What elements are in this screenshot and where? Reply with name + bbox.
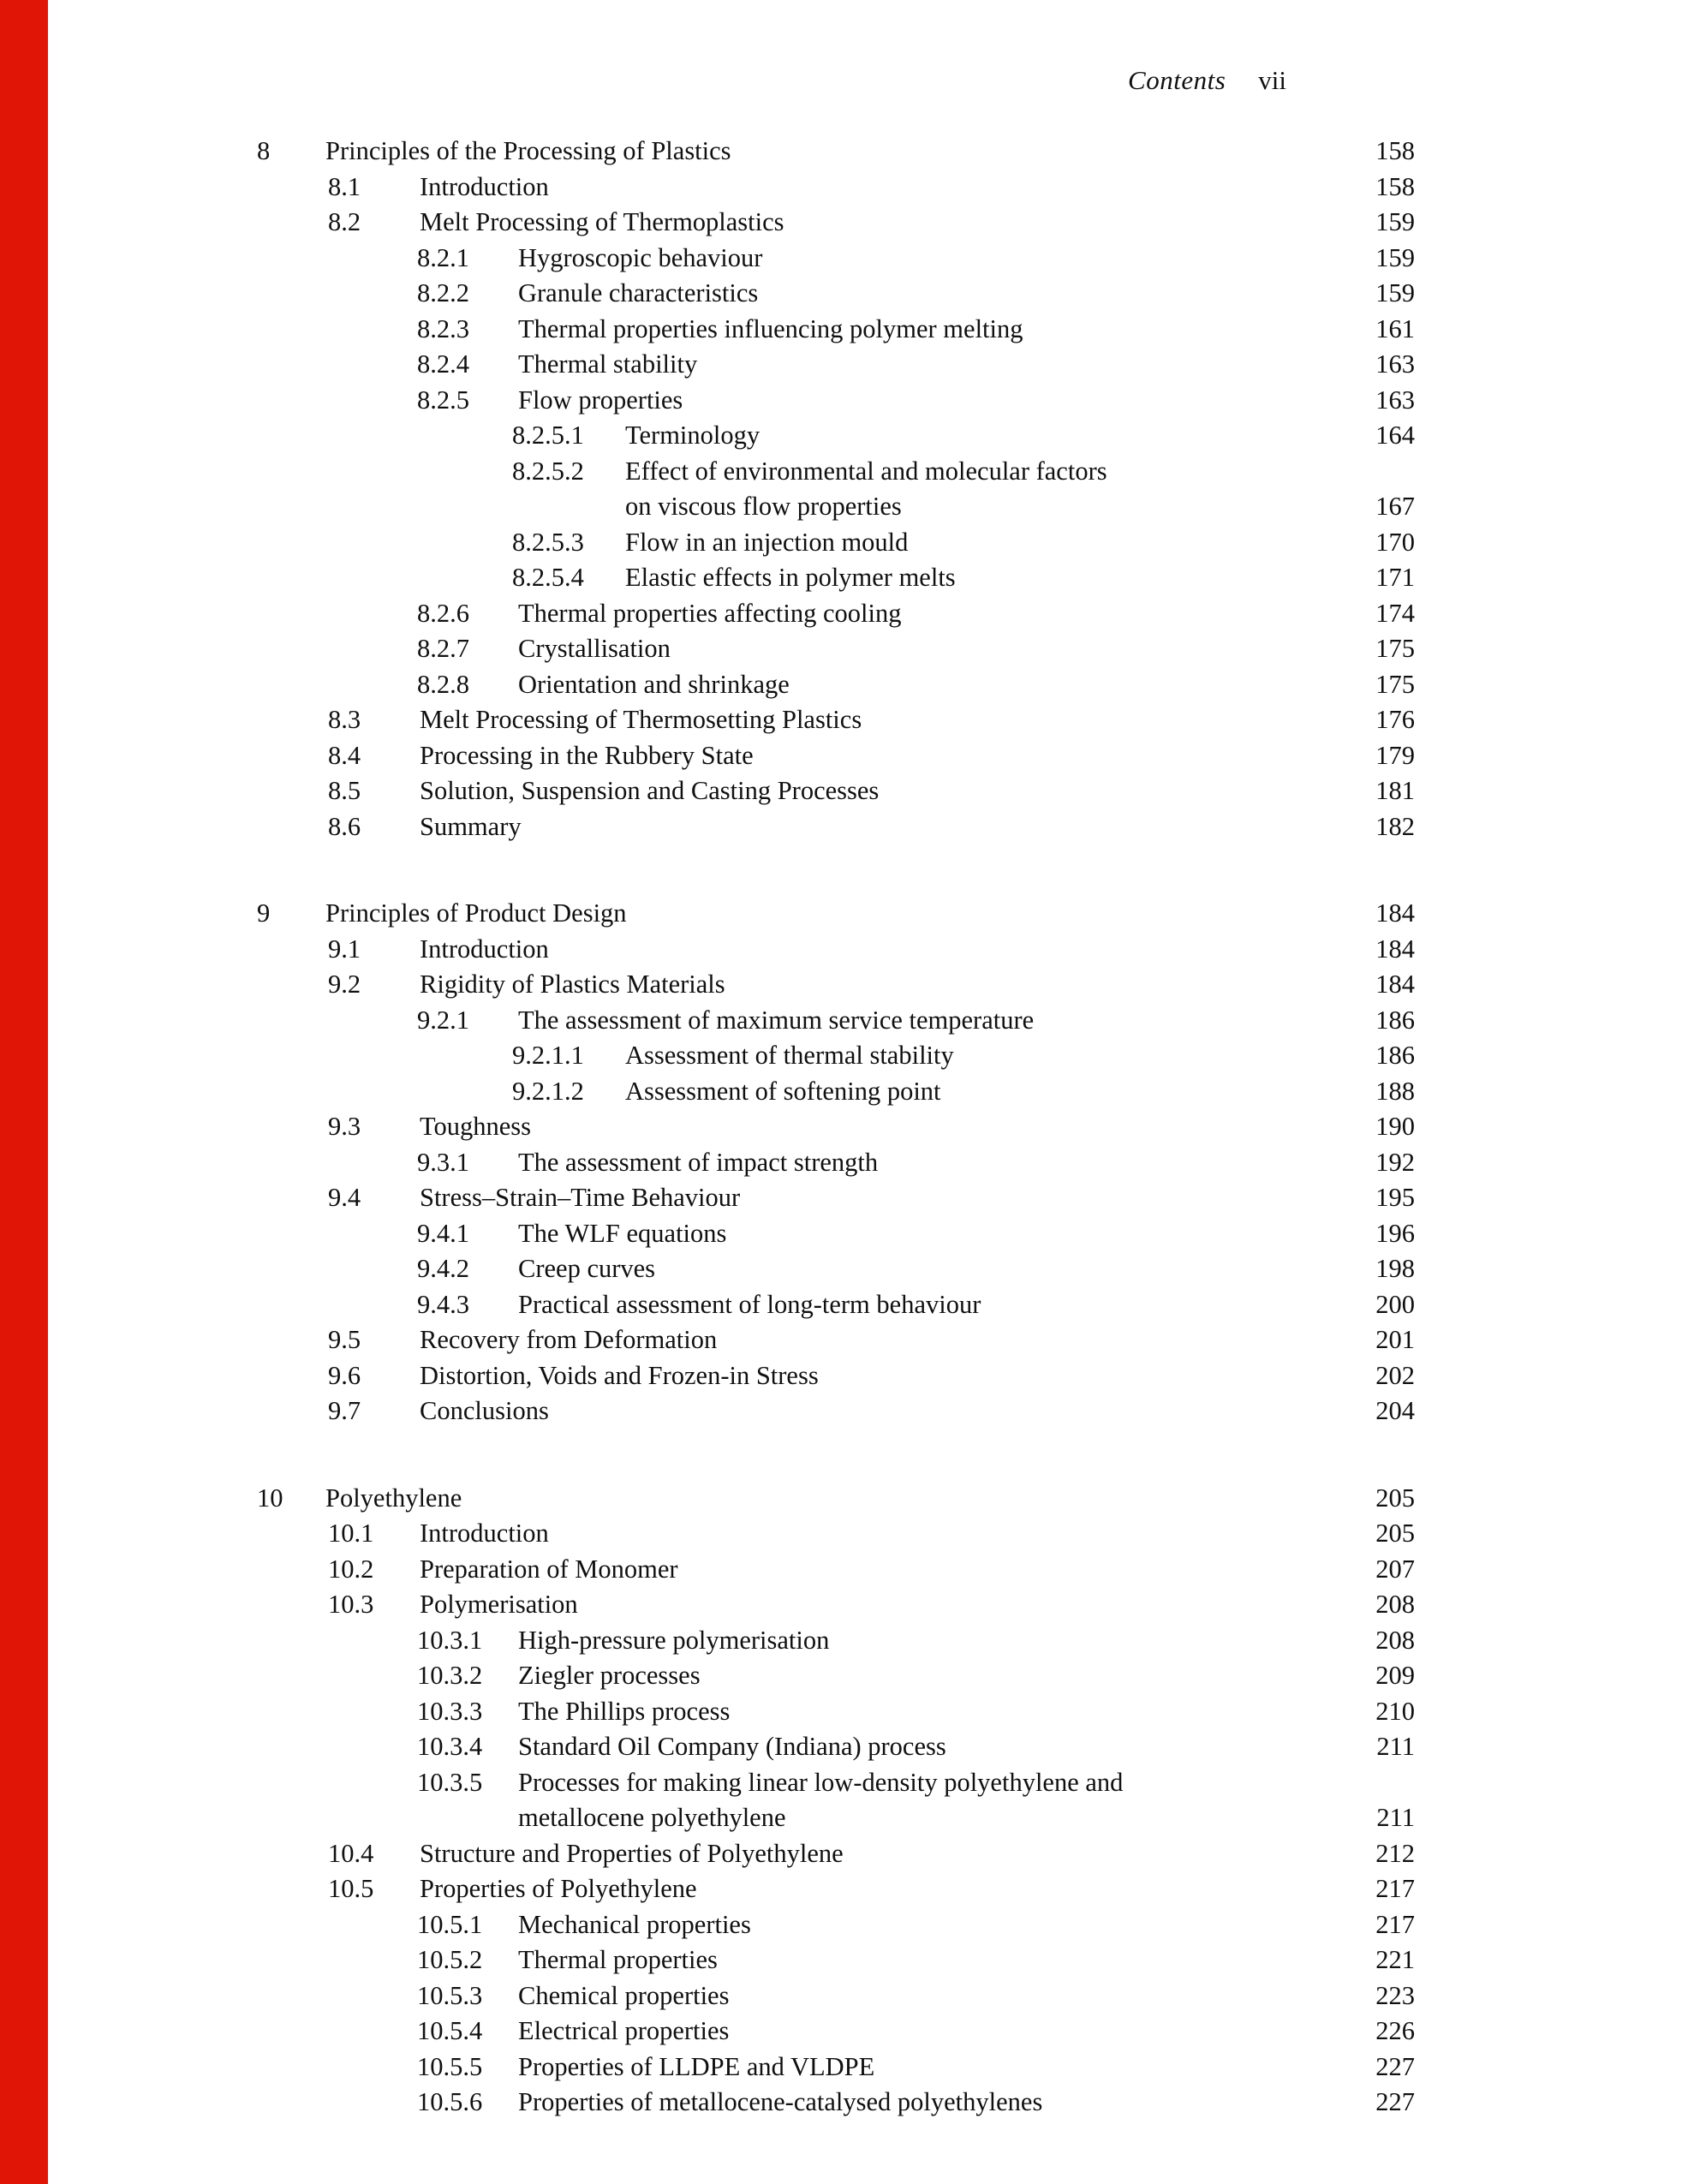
toc-entry-row (0, 454, 1415, 525)
entry-title-line: Structure and Properties of Polyethylene (420, 1838, 844, 1868)
entry-number: 10.3.3 (417, 1696, 483, 1726)
entry-title-line: Stress–Strain–Time Behaviour (420, 1183, 741, 1212)
toc-chapter-row (0, 896, 1415, 932)
entry-title-line: Chemical properties (518, 1980, 730, 2010)
entry-title-block (518, 276, 758, 312)
toc-entry-row (0, 1216, 1415, 1252)
entry-title-line: Properties of LLDPE and VLDPE (518, 2051, 875, 2081)
entry-title-line: on viscous flow properties (625, 492, 902, 521)
entry-title-block (420, 1516, 549, 1552)
entry-number: 10.3.2 (417, 1661, 483, 1690)
entry-number: 8.4 (328, 740, 361, 770)
entry-title-line: Effect of environmental and molecular factors (625, 456, 1107, 486)
entry-number: 9.2.1.1 (512, 1041, 584, 1070)
entry-title-line: Polymerisation (420, 1590, 578, 1619)
entry-page-number: 161 (1375, 313, 1415, 343)
chapter-page-number: 184 (1375, 898, 1415, 928)
entry-number: 8.2.7 (417, 634, 469, 663)
entry-title-line: The assessment of impact strength (518, 1147, 879, 1177)
entry-title-line: Flow properties (518, 385, 683, 415)
entry-number: 10.1 (328, 1519, 374, 1548)
entry-title-line: Elastic effects in polymer melts (625, 563, 956, 592)
entry-title-line: Crystallisation (518, 634, 671, 663)
entry-title-line: Electrical properties (518, 2016, 730, 2045)
entry-title-line: Summary (420, 811, 522, 841)
toc-entry-row (0, 1322, 1415, 1358)
entry-number: 8.3 (328, 705, 361, 734)
toc-entry-row (0, 205, 1415, 241)
entry-title-block (518, 1145, 878, 1181)
entry-title-block (518, 596, 901, 632)
toc-entry-row (0, 1251, 1415, 1287)
chapter-title-block (325, 1481, 462, 1517)
entry-title-line: Thermal properties affecting cooling (518, 598, 902, 628)
toc-entry-row (0, 1516, 1415, 1552)
entry-title-line: Distortion, Voids and Frozen-in Stress (420, 1360, 819, 1390)
toc-entry-row (0, 1871, 1415, 1907)
entry-page-number: 184 (1375, 934, 1415, 964)
entry-page-number: 217 (1375, 1909, 1415, 1939)
entry-title-line: metallocene polyethylene (518, 1803, 786, 1832)
entry-title-line: Assessment of thermal stability (625, 1041, 954, 1070)
entry-title-block (518, 2085, 1042, 2121)
entry-number: 10.3.4 (417, 1732, 483, 1761)
entry-title-line: Thermal properties (518, 1945, 718, 1974)
entry-title-line: Rigidity of Plastics Materials (420, 970, 725, 999)
entry-title-line: Introduction (420, 171, 549, 201)
toc-entry-row (0, 809, 1415, 845)
toc-entry-row (0, 932, 1415, 968)
entry-number: 8.2.4 (417, 349, 469, 379)
entry-title-block (420, 1587, 578, 1623)
entry-number: 9.2 (328, 970, 361, 999)
entry-title-block (420, 1109, 531, 1145)
entry-title-line: Preparation of Monomer (420, 1554, 678, 1584)
chapter-number: 10 (257, 1483, 283, 1513)
toc-entry-row (0, 1180, 1415, 1216)
entry-page-number: 186 (1375, 1005, 1415, 1035)
entry-title-line: High-pressure polymerisation (518, 1625, 830, 1655)
toc-entry-row (0, 1942, 1415, 1978)
toc-entry-row (0, 1765, 1415, 1836)
entry-number: 9.1 (328, 934, 361, 964)
entry-page-number: 192 (1375, 1147, 1415, 1177)
entry-number: 8.6 (328, 811, 361, 841)
entry-title-line: Thermal properties influencing polymer melting (518, 313, 1023, 343)
entry-page-number: 202 (1375, 1360, 1415, 1390)
entry-title-block (518, 347, 697, 383)
toc-entry-row (0, 1978, 1415, 2014)
entry-number: 10.5.1 (417, 1909, 483, 1939)
entry-number: 8.2.2 (417, 278, 469, 307)
entry-title-block (518, 667, 790, 703)
entry-page-number: 210 (1375, 1696, 1415, 1726)
entry-title-line: The Phillips process (518, 1696, 731, 1726)
entry-title-block (518, 1251, 655, 1287)
entry-title-block (420, 809, 522, 845)
entry-page-number: 227 (1375, 2051, 1415, 2081)
entry-title-block (420, 205, 784, 241)
toc-entry-row (0, 347, 1415, 383)
entry-page-number: 176 (1375, 705, 1415, 734)
entry-page-number: 200 (1375, 1289, 1415, 1319)
entry-page-number: 163 (1375, 385, 1415, 415)
entry-page-number: 204 (1375, 1396, 1415, 1425)
toc-entry-row (0, 773, 1415, 809)
entry-page-number: 164 (1375, 421, 1415, 450)
entry-title-line: Standard Oil Company (Indiana) process (518, 1732, 946, 1761)
entry-number: 9.5 (328, 1325, 361, 1354)
entry-title-line: Properties of metallocene-catalysed polyethylenes (518, 2087, 1043, 2116)
entry-page-number: 227 (1375, 2087, 1415, 2116)
entry-title-line: Melt Processing of Thermosetting Plastics (420, 705, 862, 734)
entry-number: 10.5.3 (417, 1980, 483, 2010)
chapter-title: Principles of the Processing of Plastics (325, 136, 731, 165)
entry-number: 9.2.1 (417, 1005, 469, 1035)
entry-title-line: Conclusions (420, 1396, 549, 1425)
entry-page-number: 217 (1375, 1874, 1415, 1903)
entry-page-number: 196 (1375, 1218, 1415, 1248)
toc-entry-row (0, 631, 1415, 667)
entry-page-number: 208 (1375, 1590, 1415, 1619)
toc-entry-row (0, 1038, 1415, 1074)
entry-title-block (625, 454, 1107, 525)
entry-title-line: The assessment of maximum service temperature (518, 1005, 1035, 1035)
entry-page-number: 208 (1375, 1625, 1415, 1655)
entry-page-number: 209 (1375, 1661, 1415, 1690)
entry-number: 8.2.6 (417, 598, 469, 628)
entry-title-line: Orientation and shrinkage (518, 669, 790, 699)
entry-number: 10.3.1 (417, 1625, 483, 1655)
entry-title-line: Practical assessment of long-term behaviour (518, 1289, 981, 1319)
entry-number: 8.2.5 (417, 385, 469, 415)
entry-title-block (518, 2014, 729, 2050)
entry-number: 9.7 (328, 1396, 361, 1425)
entry-page-number: 182 (1375, 811, 1415, 841)
toc-chapter-row (0, 134, 1415, 170)
toc-entry-row (0, 1694, 1415, 1730)
entry-number: 9.3.1 (417, 1147, 469, 1177)
toc-entry-row (0, 383, 1415, 419)
chapter-number: 8 (257, 136, 271, 165)
entry-page-number: 175 (1375, 669, 1415, 699)
entry-number: 10.3 (328, 1590, 374, 1619)
entry-title-line: Introduction (420, 1519, 549, 1548)
entry-title-block (518, 1287, 981, 1323)
entry-title-line: Terminology (625, 421, 760, 450)
entry-title-block (420, 967, 725, 1003)
entry-number: 8.2.5.1 (512, 421, 584, 450)
entry-number: 10.3.5 (417, 1767, 483, 1797)
entry-number: 10.5.6 (417, 2087, 483, 2116)
toc-entry-row (0, 241, 1415, 277)
entry-number: 8.2.1 (417, 242, 469, 272)
entry-number: 8.2.5.2 (512, 456, 584, 486)
entry-title-block (420, 773, 879, 809)
entry-page-number: 159 (1375, 278, 1415, 307)
entry-title-block (518, 1729, 946, 1765)
toc-entry-row (0, 1729, 1415, 1765)
entry-title-block (518, 383, 683, 419)
entry-title-line: Granule characteristics (518, 278, 759, 307)
toc-entry-row (0, 2014, 1415, 2050)
toc-entry-row (0, 1358, 1415, 1394)
toc-entry-row (0, 312, 1415, 348)
entry-title-line: Hygroscopic behaviour (518, 242, 763, 272)
toc-entry-row (0, 702, 1415, 738)
entry-title-block (518, 1623, 829, 1659)
entry-page-number: 190 (1375, 1112, 1415, 1141)
chapter-title: Polyethylene (325, 1483, 462, 1513)
entry-page-number: 179 (1375, 740, 1415, 770)
toc-entry-row (0, 1145, 1415, 1181)
toc-entry-row (0, 1287, 1415, 1323)
toc-entry-row (0, 276, 1415, 312)
toc-entry-row (0, 1003, 1415, 1039)
entry-title-block (518, 1658, 701, 1694)
toc-entry-row (0, 1587, 1415, 1623)
entry-page-number: 212 (1375, 1838, 1415, 1868)
entry-page-number: 158 (1375, 171, 1415, 201)
toc-entry-row (0, 1074, 1415, 1110)
entry-page-number: 211 (1376, 1732, 1415, 1761)
entry-title-block (420, 1836, 844, 1872)
toc-entry-row (0, 1109, 1415, 1145)
entry-title-block (518, 1694, 730, 1730)
toc-entry-row (0, 2085, 1415, 2121)
entry-page-number: 221 (1375, 1945, 1415, 1974)
entry-number: 10.5.5 (417, 2051, 483, 2081)
entry-title-line: Assessment of softening point (625, 1076, 941, 1106)
entry-number: 9.4.3 (417, 1289, 469, 1319)
entry-page-number: 181 (1375, 776, 1415, 805)
entry-number: 9.4.1 (417, 1218, 469, 1248)
entry-title-line: Thermal stability (518, 349, 698, 379)
entry-title-block (625, 525, 908, 561)
entry-page-number: 198 (1375, 1254, 1415, 1283)
entry-number: 8.1 (328, 171, 361, 201)
entry-page-number: 159 (1375, 207, 1415, 236)
entry-title-line: Flow in an injection mould (625, 527, 909, 557)
entry-title-block (420, 1358, 819, 1394)
entry-title-block (625, 560, 956, 596)
chapter-title-block (325, 896, 627, 932)
chapter-page-number: 158 (1375, 136, 1415, 165)
entry-number: 9.3 (328, 1112, 361, 1141)
toc-entry-row (0, 2050, 1415, 2086)
entry-number: 10.2 (328, 1554, 374, 1584)
toc-entry-row (0, 418, 1415, 454)
toc-entry-row (0, 560, 1415, 596)
entry-title-block (625, 1038, 954, 1074)
entry-page-number: 174 (1375, 598, 1415, 628)
chapter-title: Principles of Product Design (325, 898, 627, 928)
entry-number: 9.2.1.2 (512, 1076, 584, 1106)
entry-page-number: 207 (1375, 1554, 1415, 1584)
entry-title-block (518, 241, 762, 277)
entry-title-block (518, 2050, 874, 2086)
entry-title-block (518, 1907, 751, 1943)
entry-number: 8.5 (328, 776, 361, 805)
running-header-title: Contents (1128, 65, 1226, 95)
running-header (0, 65, 1286, 96)
entry-title-line: Solution, Suspension and Casting Processes (420, 776, 880, 805)
entry-page-number: 195 (1375, 1183, 1415, 1212)
entry-number: 10.4 (328, 1838, 374, 1868)
entry-title-block (518, 631, 671, 667)
entry-number: 10.5.4 (417, 2016, 483, 2045)
toc-entry-row (0, 738, 1415, 774)
entry-page-number: 205 (1375, 1519, 1415, 1548)
entry-number: 9.4.2 (417, 1254, 469, 1283)
toc-entry-row (0, 1393, 1415, 1429)
entry-title-block (420, 1180, 740, 1216)
entry-number: 8.2.3 (417, 313, 469, 343)
entry-title-block (518, 1765, 1123, 1836)
toc-entry-row (0, 525, 1415, 561)
entry-title-block (518, 1003, 1034, 1039)
entry-page-number: 223 (1375, 1980, 1415, 2010)
chapter-number: 9 (257, 898, 271, 928)
entry-page-number: 175 (1375, 634, 1415, 663)
entry-page-number: 184 (1375, 970, 1415, 999)
entry-title-block (420, 1322, 717, 1358)
toc-entry-row (0, 1658, 1415, 1694)
entry-title-line: Creep curves (518, 1254, 656, 1283)
entry-title-line: The WLF equations (518, 1218, 727, 1248)
entry-number: 8.2 (328, 207, 361, 236)
entry-number: 10.5 (328, 1874, 374, 1903)
entry-title-line: Mechanical properties (518, 1909, 751, 1939)
entry-title-line: Introduction (420, 934, 549, 964)
entry-title-line: Ziegler processes (518, 1661, 701, 1690)
entry-page-number: 171 (1375, 563, 1415, 592)
entry-page-number: 211 (1376, 1803, 1415, 1832)
toc-entry-row (0, 1623, 1415, 1659)
entry-page-number: 226 (1375, 2016, 1415, 2045)
entry-title-block (420, 702, 862, 738)
entry-title-block (518, 312, 1023, 348)
entry-title-block (518, 1978, 729, 2014)
entry-title-block (420, 1871, 697, 1907)
entry-title-block (420, 932, 549, 968)
entry-page-number: 170 (1375, 527, 1415, 557)
toc-entry-row (0, 1836, 1415, 1872)
entry-page-number: 186 (1375, 1041, 1415, 1070)
entry-page-number: 163 (1375, 349, 1415, 379)
entry-title-block (625, 1074, 941, 1110)
toc-entry-row (0, 1907, 1415, 1943)
entry-title-line: Recovery from Deformation (420, 1325, 718, 1354)
entry-title-line: Properties of Polyethylene (420, 1874, 697, 1903)
entry-number: 9.4 (328, 1183, 361, 1212)
entry-number: 9.6 (328, 1360, 361, 1390)
running-header-page-number: vii (1258, 65, 1286, 95)
entry-page-number: 167 (1375, 492, 1415, 521)
toc-entry-row (0, 170, 1415, 206)
entry-title-block (518, 1216, 726, 1252)
entry-number: 8.2.5.4 (512, 563, 584, 592)
toc-entry-row (0, 967, 1415, 1003)
chapter-page-number: 205 (1375, 1483, 1415, 1513)
entry-page-number: 188 (1375, 1076, 1415, 1106)
toc-entry-row (0, 1552, 1415, 1588)
entry-page-number: 159 (1375, 242, 1415, 272)
chapter-title-block (325, 134, 731, 170)
toc (0, 134, 1415, 2121)
toc-entry-row (0, 667, 1415, 703)
entry-title-line: Melt Processing of Thermoplastics (420, 207, 784, 236)
entry-title-block (420, 1393, 549, 1429)
entry-number: 8.2.5.3 (512, 527, 584, 557)
toc-chapter-row (0, 1481, 1415, 1517)
entry-page-number: 201 (1375, 1325, 1415, 1354)
entry-title-block (420, 738, 754, 774)
entry-title-block (420, 1552, 678, 1588)
entry-number: 8.2.8 (417, 669, 469, 699)
entry-number: 10.5.2 (417, 1945, 483, 1974)
entry-title-line: Processes for making linear low-density polyethylene and (518, 1767, 1124, 1797)
entry-title-block (518, 1942, 718, 1978)
entry-title-line: Processing in the Rubbery State (420, 740, 754, 770)
toc-entry-row (0, 596, 1415, 632)
entry-title-block (420, 170, 549, 206)
entry-title-line: Toughness (420, 1112, 532, 1141)
entry-title-block (625, 418, 760, 454)
